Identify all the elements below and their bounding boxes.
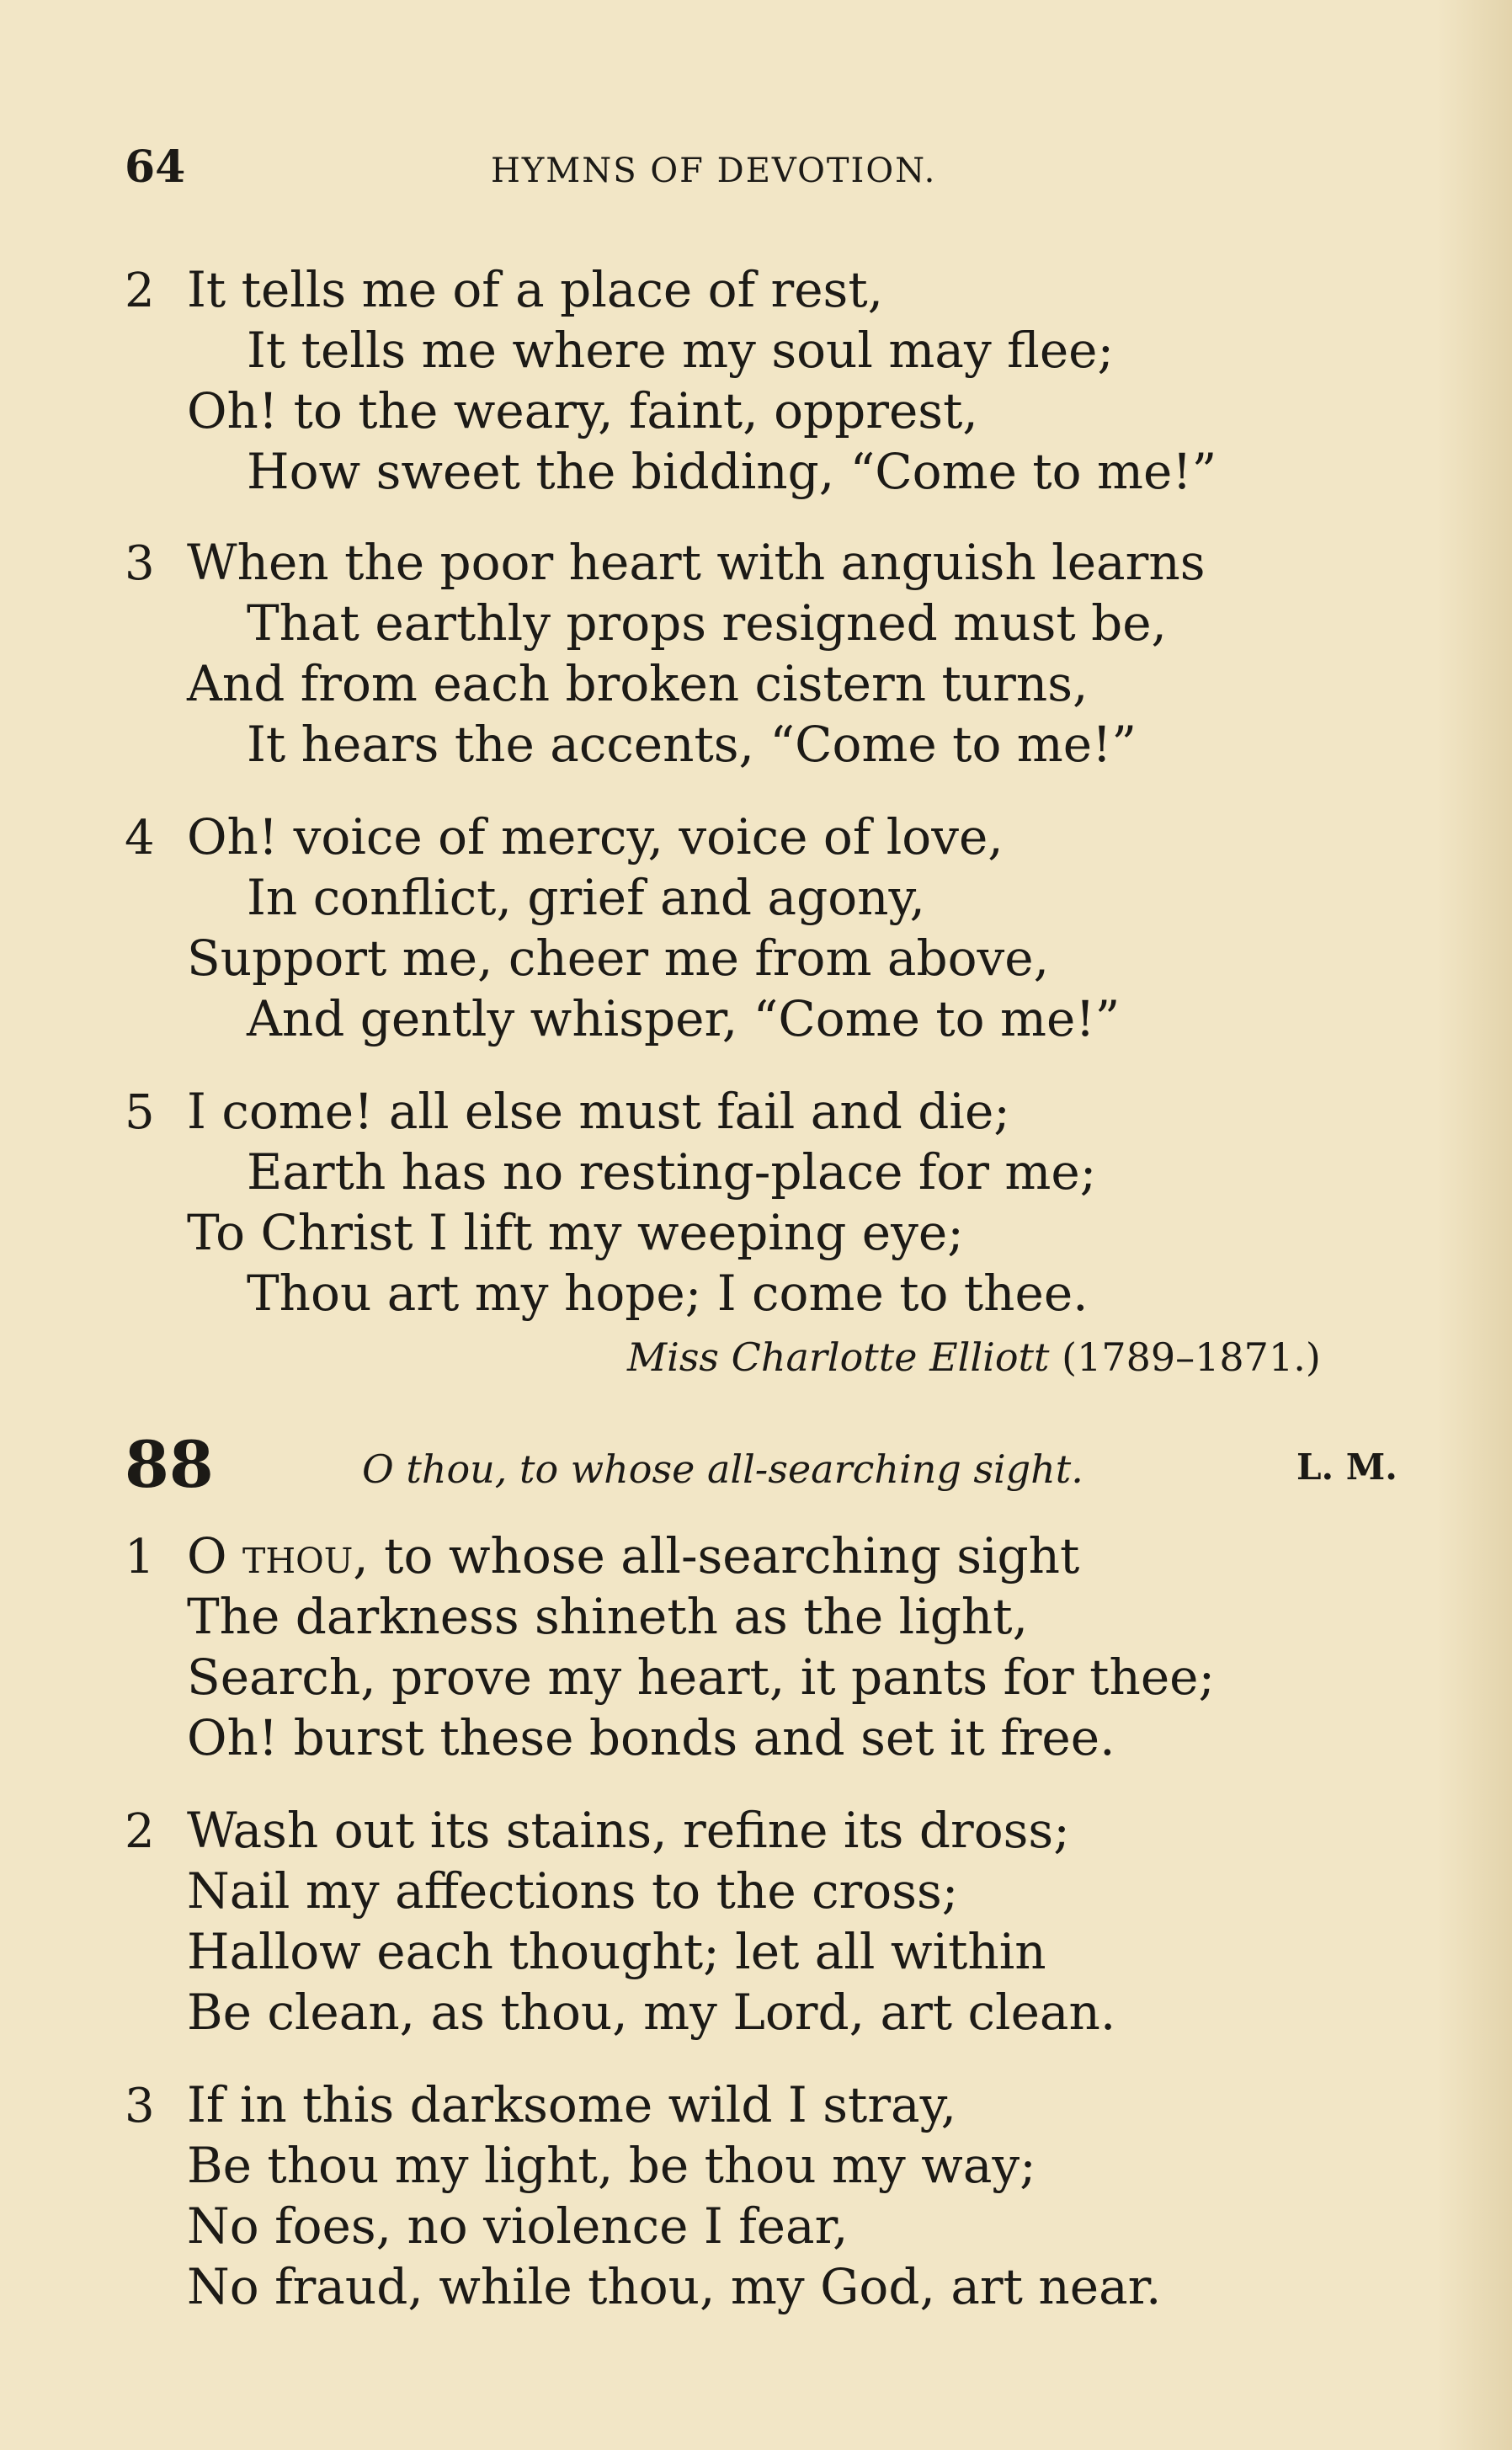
page-number: 64 [125,141,186,193]
verse-line: To Christ I lift my weeping eye; [187,1204,964,1261]
verse-line: Thou art my hope; I come to thee. [247,1265,1089,1322]
verse-line: Oh! voice of mercy, voice of love, [187,808,1004,865]
verse-line: I come! all else must fail and die; [187,1083,1010,1140]
hymn-number: 88 [125,1427,214,1502]
page-header [125,141,1419,200]
author-name: Miss Charlotte Elliott [627,1334,1050,1380]
verse-line: No fraud, while thou, my God, art near. [187,2258,1162,2315]
verse-line: When the poor heart with anguish learns [187,534,1206,591]
verse-number: 3 [125,536,155,591]
verse-line: And gently whisper, “Come to me!” [247,990,1121,1047]
first-word: O [187,1527,227,1585]
verse-line: Oh! to the weary, faint, opprest, [187,382,978,439]
verse-line: Nail my affections to the cross; [187,1862,959,1920]
verse-line: Support me, cheer me from above, [187,929,1050,987]
verse-line: Earth has no resting-place for me; [247,1143,1097,1201]
verse-line: The darkness shineth as the light, [187,1588,1028,1645]
verse-line: Oh! burst these bonds and set it free. [187,1709,1115,1766]
verse-line: That earthly props resigned must be, [247,594,1167,652]
verse-line: And from each broken cistern turns, [187,655,1089,712]
author-attribution [627,1334,1321,1380]
verse-number: 2 [125,1804,155,1859]
verse-line: In conflict, grief and agony, [247,869,925,926]
verse-line: Wash out its stains, refine its dross; [187,1802,1070,1859]
verse-line: Be clean, as thou, my Lord, art clean. [187,1984,1116,2041]
hymn-heading [125,1427,1419,1502]
verse-line: No foes, no violence I fear, [187,2197,849,2255]
verse-number: 3 [125,2079,155,2133]
verse-line: If in this darksome wild I stray, [187,2076,957,2133]
first-line-rest: , to whose all-searching sight [353,1527,1080,1585]
verse-line: How sweet the bidding, “Come to me!” [247,443,1217,500]
verse-line-first [187,1526,1079,1586]
verse-line: Be thou my light, be thou my way; [187,2137,1036,2194]
running-title: HYMNS OF DEVOTION. [491,152,937,190]
verse-line: Search, prove my heart, it pants for thee; [187,1648,1216,1706]
verse-number: 5 [125,1085,155,1140]
author-dates: (1789–1871.) [1062,1334,1321,1380]
verse-number: 2 [125,264,155,318]
verse-line: It hears the accents, “Come to me!” [247,716,1137,773]
verse-number: 4 [125,811,155,865]
hymn-meter: L. M. [1296,1446,1398,1488]
verse-line: Hallow each thought; let all within [187,1923,1046,1980]
verse-line: It tells me where my soul may flee; [247,322,1115,379]
small-caps-word: thou [242,1527,354,1585]
page-edge-shadow [1436,0,1512,2450]
hymn-first-line-title: O thou, to whose all-searching sight. [362,1446,1083,1492]
verse-number: 1 [125,1530,155,1585]
verse-line: It tells me of a place of rest, [187,261,884,318]
